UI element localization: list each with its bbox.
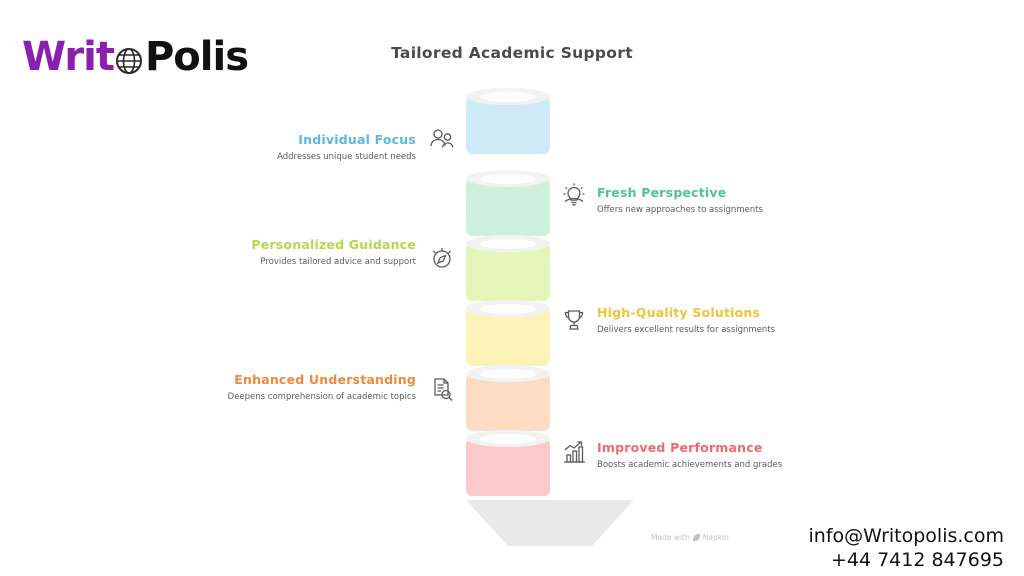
bar-chart-growth-icon xyxy=(559,438,589,468)
contact-info xyxy=(809,524,1005,572)
callout-heading: Enhanced Understanding xyxy=(234,372,416,387)
napkin-brand-label: Napkin xyxy=(702,533,729,542)
callout-fresh-perspective xyxy=(597,185,797,217)
funnel-segment-2 xyxy=(466,235,550,301)
funnel-segment-3 xyxy=(466,300,550,366)
compass-icon xyxy=(427,243,457,273)
brand-name-part2: Polis xyxy=(144,34,249,80)
callout-enhanced-understanding xyxy=(216,372,416,404)
callout-description: Offers new approaches to assignments xyxy=(597,205,763,215)
callout-heading: Individual Focus xyxy=(298,132,416,147)
document-search-icon xyxy=(427,375,457,405)
callout-description: Delivers excellent results for assignments xyxy=(597,325,776,335)
contact-phone[interactable]: +44 7412 847695 xyxy=(830,549,1004,571)
callout-heading: High-Quality Solutions xyxy=(597,305,761,320)
callout-heading: Improved Performance xyxy=(597,440,763,455)
callout-individual-focus xyxy=(216,132,416,164)
funnel-segment-inner-cap xyxy=(480,92,536,102)
funnel-cone-tip xyxy=(466,500,634,546)
funnel-segment-inner-cap xyxy=(480,304,536,314)
made-with-napkin-badge xyxy=(651,533,729,542)
made-with-label: Made with xyxy=(651,533,690,542)
callout-heading: Personalized Guidance xyxy=(251,237,416,252)
funnel-segment-inner-cap xyxy=(480,239,536,249)
contact-email[interactable]: info@Writopolis.com xyxy=(808,525,1004,547)
funnel-segment-inner-cap xyxy=(480,369,536,379)
funnel-segment-4 xyxy=(466,365,550,431)
callout-high-quality-solutions xyxy=(597,305,797,337)
callout-heading: Fresh Perspective xyxy=(597,185,727,200)
page-title: Tailored Academic Support xyxy=(391,44,633,62)
callout-description: Provides tailored advice and support xyxy=(260,257,416,267)
trophy-icon xyxy=(559,305,589,335)
brand-name-part1: Writ xyxy=(22,34,114,80)
callout-improved-performance xyxy=(597,440,797,472)
callout-personalized-guidance xyxy=(216,237,416,269)
funnel-segment-inner-cap xyxy=(480,174,536,184)
funnel-segment-5 xyxy=(466,430,550,496)
funnel-segment-1 xyxy=(466,170,550,236)
users-icon xyxy=(427,126,457,156)
callout-description: Addresses unique student needs xyxy=(277,152,416,162)
napkin-leaf-icon xyxy=(693,534,700,541)
lightbulb-idea-icon xyxy=(559,180,589,210)
funnel-segment-0 xyxy=(466,88,550,154)
funnel-segment-inner-cap xyxy=(480,434,536,444)
callout-description: Deepens comprehension of academic topics xyxy=(227,392,416,402)
callout-description: Boosts academic achievements and grades xyxy=(597,460,783,470)
funnel-stack xyxy=(466,88,550,528)
